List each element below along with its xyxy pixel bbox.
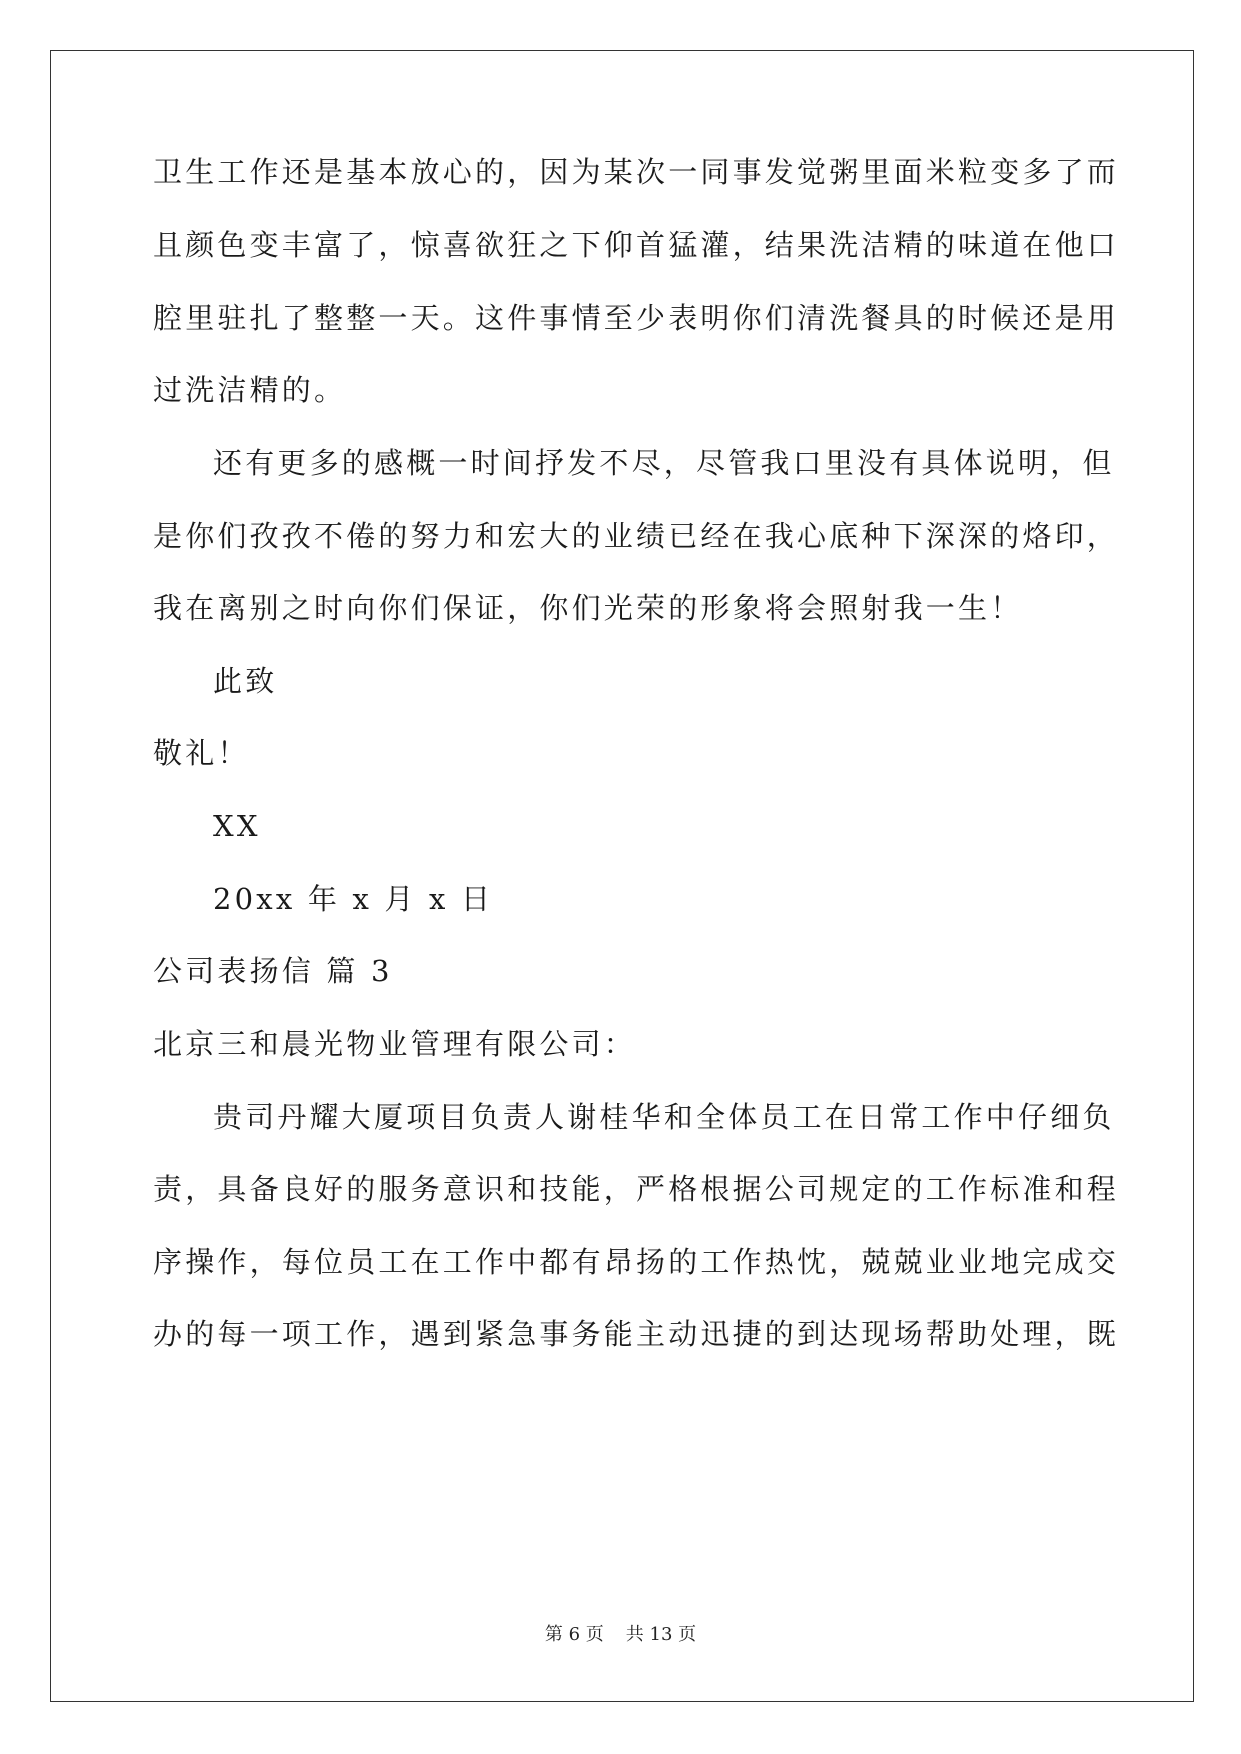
body-line: 卫生工作还是基本放心的，因为某次一同事发觉粥里面米粒变多了而 <box>153 155 1120 189</box>
page-footer <box>0 1623 1241 1647</box>
body-line: 序操作，每位员工在工作中都有昂扬的工作热忱，兢兢业业地完成交 <box>153 1245 1120 1279</box>
body-line: 还有更多的感概一时间抒发不尽，尽管我口里没有具体说明，但 <box>213 446 1115 480</box>
signature: XX <box>213 809 261 843</box>
recipient-line: 北京三和晨光物业管理有限公司： <box>153 1027 637 1061</box>
body-line: 过洗洁精的。 <box>153 373 347 407</box>
page-total: 共 13 页 <box>625 1624 697 1645</box>
page-number: 第 6 页 <box>544 1624 604 1645</box>
closing-regards: 敬礼！ <box>153 736 250 770</box>
body-line: 腔里驻扎了整整一天。这件事情至少表明你们清洗餐具的时候还是用 <box>153 301 1120 335</box>
section-heading: 公司表扬信 篇 3 <box>153 954 393 988</box>
date-line: 20xx 年 x 月 x 日 <box>213 882 494 916</box>
body-line: 责，具备良好的服务意识和技能，严格根据公司规定的工作标准和程 <box>153 1172 1120 1206</box>
body-line: 我在离别之时向你们保证，你们光荣的形象将会照射我一生！ <box>153 591 1023 625</box>
closing-salutation: 此致 <box>213 664 278 698</box>
body-line: 且颜色变丰富了，惊喜欲狂之下仰首猛灌，结果洗洁精的味道在他口 <box>153 228 1120 262</box>
body-line: 办的每一项工作，遇到紧急事务能主动迅捷的到达现场帮助处理，既 <box>153 1317 1120 1351</box>
body-line: 贵司丹耀大厦项目负责人谢桂华和全体员工在日常工作中仔细负 <box>213 1100 1115 1134</box>
body-line: 是你们孜孜不倦的努力和宏大的业绩已经在我心底种下深深的烙印， <box>153 519 1120 553</box>
